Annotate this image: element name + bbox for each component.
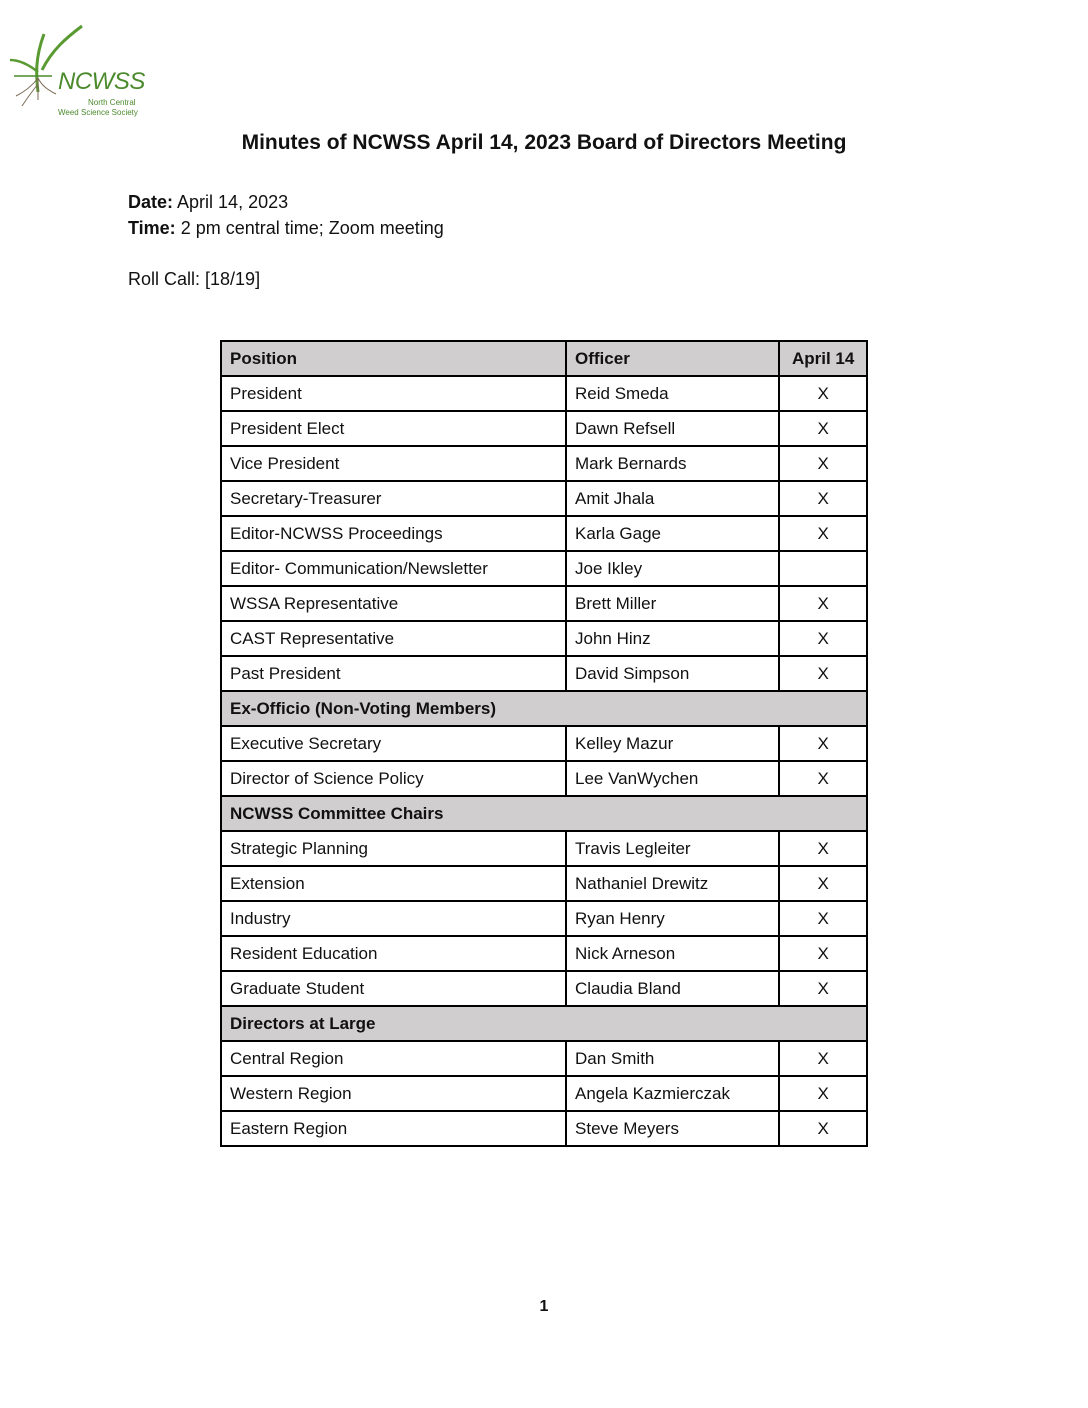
table-row — [221, 376, 867, 411]
meeting-date — [128, 192, 288, 213]
officer-cell: Kelley Mazur — [566, 726, 779, 761]
table-header-row — [221, 341, 867, 376]
attendance-cell: X — [779, 726, 867, 761]
logo-subtitle-line1: North Central — [88, 98, 136, 107]
table-row — [221, 866, 867, 901]
officer-cell: John Hinz — [566, 621, 779, 656]
table-row — [221, 901, 867, 936]
attendance-cell: X — [779, 1076, 867, 1111]
position-cell: Executive Secretary — [221, 726, 566, 761]
section-row — [221, 691, 867, 726]
attendance-cell: X — [779, 1111, 867, 1146]
position-cell: Strategic Planning — [221, 831, 566, 866]
officer-cell: Claudia Bland — [566, 971, 779, 1006]
officer-cell: David Simpson — [566, 656, 779, 691]
attendance-cell: X — [779, 481, 867, 516]
table-row — [221, 656, 867, 691]
officer-cell: Nathaniel Drewitz — [566, 866, 779, 901]
officer-cell: Karla Gage — [566, 516, 779, 551]
time-value: 2 pm central time; Zoom meeting — [180, 218, 444, 238]
header-position: Position — [221, 341, 566, 376]
officer-cell: Steve Meyers — [566, 1111, 779, 1146]
position-cell: Eastern Region — [221, 1111, 566, 1146]
position-cell: Editor-NCWSS Proceedings — [221, 516, 566, 551]
section-heading: NCWSS Committee Chairs — [221, 796, 867, 831]
officer-cell: Dawn Refsell — [566, 411, 779, 446]
ncwss-logo — [8, 20, 145, 120]
table-row — [221, 831, 867, 866]
officer-cell: Joe Ikley — [566, 551, 779, 586]
position-cell: CAST Representative — [221, 621, 566, 656]
document-title: Minutes of NCWSS April 14, 2023 Board of Directors Meeting — [241, 131, 847, 154]
meeting-time — [128, 218, 444, 239]
officer-cell: Reid Smeda — [566, 376, 779, 411]
officer-cell: Travis Legleiter — [566, 831, 779, 866]
position-cell: Past President — [221, 656, 566, 691]
table-row — [221, 446, 867, 481]
date-value: April 14, 2023 — [177, 192, 289, 212]
attendance-table — [220, 340, 868, 1147]
attendance-cell: X — [779, 831, 867, 866]
attendance-cell: X — [779, 411, 867, 446]
attendance-cell: X — [779, 516, 867, 551]
attendance-cell: X — [779, 376, 867, 411]
table-row — [221, 411, 867, 446]
section-heading: Directors at Large — [221, 1006, 867, 1041]
position-cell: Extension — [221, 866, 566, 901]
position-cell: Editor- Communication/Newsletter — [221, 551, 566, 586]
position-cell: Resident Education — [221, 936, 566, 971]
section-row — [221, 796, 867, 831]
position-cell: President — [221, 376, 566, 411]
table-row — [221, 971, 867, 1006]
position-cell: Graduate Student — [221, 971, 566, 1006]
attendance-cell: X — [779, 761, 867, 796]
position-cell: President Elect — [221, 411, 566, 446]
page-number: 1 — [539, 1298, 549, 1315]
attendance-cell: X — [779, 621, 867, 656]
officer-cell: Amit Jhala — [566, 481, 779, 516]
attendance-cell: X — [779, 971, 867, 1006]
table-row — [221, 516, 867, 551]
table-row — [221, 761, 867, 796]
position-cell: Vice President — [221, 446, 566, 481]
table-row — [221, 551, 867, 586]
attendance-cell: X — [779, 901, 867, 936]
position-cell: Secretary-Treasurer — [221, 481, 566, 516]
position-cell: WSSA Representative — [221, 586, 566, 621]
officer-cell: Dan Smith — [566, 1041, 779, 1076]
table-row — [221, 726, 867, 761]
logo-name: NCWSS — [58, 68, 145, 95]
header-april-14: April 14 — [779, 341, 867, 376]
table-row — [221, 1076, 867, 1111]
officer-cell: Ryan Henry — [566, 901, 779, 936]
officer-cell: Brett Miller — [566, 586, 779, 621]
time-label: Time: — [128, 218, 176, 238]
attendance-cell: X — [779, 936, 867, 971]
table-body — [221, 376, 867, 1146]
table-row — [221, 621, 867, 656]
attendance-cell: X — [779, 1041, 867, 1076]
table-row — [221, 481, 867, 516]
table-row — [221, 936, 867, 971]
position-cell: Central Region — [221, 1041, 566, 1076]
officer-cell: Angela Kazmierczak — [566, 1076, 779, 1111]
officer-cell: Lee VanWychen — [566, 761, 779, 796]
attendance-cell: X — [779, 866, 867, 901]
officer-cell: Mark Bernards — [566, 446, 779, 481]
attendance-cell — [779, 551, 867, 586]
attendance-cell: X — [779, 586, 867, 621]
position-cell: Industry — [221, 901, 566, 936]
attendance-cell: X — [779, 446, 867, 481]
attendance-cell: X — [779, 656, 867, 691]
table-row — [221, 1041, 867, 1076]
position-cell: Director of Science Policy — [221, 761, 566, 796]
header-officer: Officer — [566, 341, 779, 376]
section-heading: Ex-Officio (Non-Voting Members) — [221, 691, 867, 726]
table-row — [221, 1111, 867, 1146]
logo-subtitle-line2: Weed Science Society — [58, 108, 138, 117]
officer-cell: Nick Arneson — [566, 936, 779, 971]
section-row — [221, 1006, 867, 1041]
roll-call: Roll Call: [18/19] — [128, 269, 261, 289]
table-row — [221, 586, 867, 621]
date-label: Date: — [128, 192, 174, 212]
position-cell: Western Region — [221, 1076, 566, 1111]
